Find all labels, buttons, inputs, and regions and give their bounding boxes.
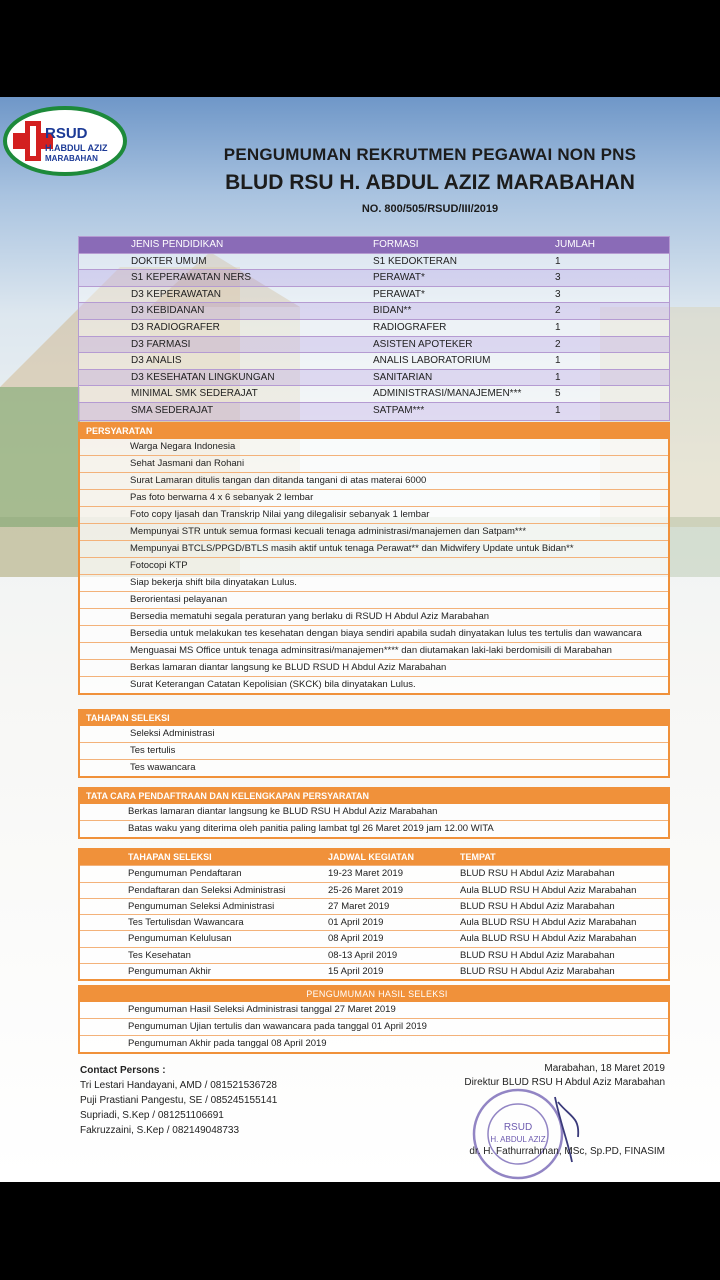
list-item: Warga Negara Indonesia: [130, 441, 236, 452]
table-row: [80, 882, 668, 898]
table-cell: 3: [555, 272, 561, 284]
list-item: Pengumuman Ujian tertulis dan wawancara pada tanggal 01 April 2019: [80, 1018, 668, 1035]
table-cell: S1 KEPERAWATAN NERS: [131, 272, 252, 284]
table-cell: RADIOGRAFER: [373, 321, 447, 333]
rsud-logo: [3, 106, 127, 176]
contact-item: Supriadi, S.Kep / 081251106691: [80, 1110, 224, 1121]
table-cell: BIDAN**: [373, 305, 412, 317]
table-cell: 15 April 2019: [328, 966, 384, 978]
table-cell: 25-26 Maret 2019: [328, 884, 403, 896]
header-cell: JUMLAH: [555, 239, 596, 250]
list-item: Berkas lamaran diantar langsung ke BLUD RSU H Abdul Aziz Marabahan: [128, 806, 438, 817]
table-cell: 2: [555, 338, 561, 350]
table-cell: 19-23 Maret 2019: [328, 868, 403, 880]
contact-persons: [80, 1063, 277, 1138]
table-cell: D3 ANALIS: [131, 355, 182, 367]
table-cell: BLUD RSU H Abdul Aziz Marabahan: [460, 949, 615, 961]
header-cell: JADWAL KEGIATAN: [328, 852, 415, 862]
tata-cara-section: [78, 787, 670, 839]
table-row: [80, 947, 668, 963]
table-header-row: [79, 237, 669, 254]
svg-text:MARABAHAN: MARABAHAN: [45, 154, 98, 163]
table-cell: SANITARIAN: [373, 371, 433, 383]
table-cell: BLUD RSU H Abdul Aziz Marabahan: [460, 900, 615, 912]
institution-title: BLUD RSU H. ABDUL AZIZ MARABAHAN: [225, 171, 635, 194]
jadwal-table: [78, 848, 670, 981]
table-cell: BLUD RSU H Abdul Aziz Marabahan: [460, 966, 615, 978]
table-cell: 1: [555, 321, 561, 333]
table-cell: Pendaftaran dan Seleksi Administrasi: [128, 884, 286, 896]
list-item: Mempunyai BTCLS/PPGD/BTLS masih aktif untuk tenaga Perawat** dan Midwifery Update untuk Bidan**: [80, 540, 668, 557]
signature-position: Direktur BLUD RSU H Abdul Aziz Marabahan: [464, 1077, 665, 1088]
table-row: [79, 320, 669, 337]
table-cell: DOKTER UMUM: [131, 255, 207, 267]
table-cell: MINIMAL SMK SEDERAJAT: [131, 388, 258, 400]
section-title: PERSYARATAN: [80, 424, 668, 439]
persyaratan-section: [78, 422, 670, 695]
table-row: [79, 287, 669, 304]
table-cell: D3 RADIOGRAFER: [131, 321, 220, 333]
table-row: [80, 898, 668, 914]
signature-name: dr. H. Fathurrahman, MSc, Sp.PD, FINASIM: [469, 1146, 665, 1157]
list-item: Batas waku yang diterima oleh panitia paling lambat tgl 26 Maret 2019 jam 12.00 WITA: [80, 820, 668, 837]
table-cell: Tes Kesehatan: [128, 949, 191, 961]
table-cell: Pengumuman Pendaftaran: [128, 868, 242, 880]
list-item: Seleksi Administrasi: [130, 728, 215, 739]
table-cell: 5: [555, 388, 561, 400]
table-cell: 08-13 April 2019: [328, 949, 398, 961]
header-cell: JENIS PENDIDIKAN: [131, 239, 224, 250]
signature-place-date: Marabahan, 18 Maret 2019: [544, 1063, 665, 1074]
hasil-seleksi-section: [78, 985, 670, 1054]
table-row: [79, 303, 669, 320]
contact-item: Fakruzzaini, S.Kep / 082149048733: [80, 1125, 239, 1136]
table-cell: D3 KEPERAWATAN: [131, 288, 222, 300]
list-item: Pengumuman Akhir pada tanggal 08 April 2019: [80, 1035, 668, 1052]
table-row: [80, 865, 668, 881]
list-item: Siap bekerja shift bila dinyatakan Lulus.: [80, 574, 668, 591]
table-cell: BLUD RSU H Abdul Aziz Marabahan: [460, 868, 615, 880]
official-stamp: [460, 1082, 588, 1182]
table-row: [80, 914, 668, 930]
list-item: Foto copy Ijasah dan Transkrip Nilai yang dilegalisir sebanyak 1 lembar: [80, 506, 668, 523]
contact-item: Puji Prastiani Pangestu, SE / 085245155141: [80, 1095, 278, 1106]
svg-text:H. ABDUL AZIZ: H. ABDUL AZIZ: [490, 1135, 546, 1144]
list-item: Surat Keterangan Catatan Kepolisian (SKCK) bila dinyatakan Lulus.: [80, 676, 668, 693]
table-cell: Pengumuman Seleksi Administrasi: [128, 900, 275, 912]
list-item: Pengumuman Hasil Seleksi Administrasi tanggal 27 Maret 2019: [128, 1004, 396, 1015]
document-number: NO. 800/505/RSUD/III/2019: [361, 203, 499, 215]
list-item: Fotocopi KTP: [80, 557, 668, 574]
table-cell: 08 April 2019: [328, 933, 384, 945]
table-cell: ASISTEN APOTEKER: [373, 338, 473, 350]
list-item: Tes wawancara: [80, 759, 668, 776]
svg-text:H.ABDUL AZIZ: H.ABDUL AZIZ: [45, 143, 108, 153]
table-cell: D3 KEBIDANAN: [131, 305, 205, 317]
list-item: Tes tertulis: [80, 742, 668, 759]
table-cell: S1 KEDOKTERAN: [373, 255, 457, 267]
table-cell: 2: [555, 305, 561, 317]
table-row: [80, 963, 668, 979]
section-title: PENGUMUMAN HASIL SELEKSI: [80, 987, 668, 1002]
list-item: Sehat Jasmani dan Rohani: [80, 455, 668, 472]
list-item: Surat Lamaran ditulis tangan dan ditanda tangani di atas materai 6000: [80, 472, 668, 489]
table-row: [79, 370, 669, 387]
table-cell: SMA SEDERAJAT: [131, 404, 214, 416]
table-cell: 27 Maret 2019: [328, 900, 390, 912]
list-item: Pas foto berwarna 4 x 6 sebanyak 2 lembar: [80, 489, 668, 506]
table-row: [79, 386, 669, 403]
table-cell: SATPAM***: [373, 404, 425, 416]
header-cell: TEMPAT: [460, 852, 496, 862]
section-title: TATA CARA PENDAFTRAAN DAN KELENGKAPAN PERSYARATAN: [80, 789, 668, 804]
table-cell: 01 April 2019: [328, 917, 384, 929]
table-cell: PERAWAT*: [373, 288, 425, 300]
table-row: [79, 403, 669, 420]
table-cell: D3 FARMASI: [131, 338, 191, 350]
section-title: TAHAPAN SELEKSI: [80, 711, 668, 726]
table-row: [80, 930, 668, 946]
table-cell: 1: [555, 255, 561, 267]
header-cell: FORMASI: [373, 239, 419, 250]
svg-text:RSUD: RSUD: [45, 125, 88, 142]
announcement-title: PENGUMUMAN REKRUTMEN PEGAWAI NON PNS: [223, 145, 637, 164]
table-cell: Aula BLUD RSU H Abdul Aziz Marabahan: [460, 884, 637, 896]
table-row: [79, 270, 669, 287]
table-header-row: [80, 850, 668, 865]
table-cell: Aula BLUD RSU H Abdul Aziz Marabahan: [460, 933, 637, 945]
svg-text:RSUD: RSUD: [503, 1122, 533, 1133]
table-cell: ANALIS LABORATORIUM: [373, 355, 491, 367]
tahapan-seleksi-section: [78, 709, 670, 778]
list-item: Bersedia untuk melakukan tes kesehatan dengan biaya sendiri apabila sudah dinyatakan lulus tes tertulis dan wawancara: [80, 625, 668, 642]
list-item: Berorientasi pelayanan: [80, 591, 668, 608]
table-cell: Pengumuman Akhir: [128, 966, 211, 978]
table-row: [79, 254, 669, 271]
table-cell: Aula BLUD RSU H Abdul Aziz Marabahan: [460, 917, 637, 929]
announcement-document: [0, 97, 720, 1182]
table-cell: PERAWAT*: [373, 272, 425, 284]
contact-item: Tri Lestari Handayani, AMD / 081521536728: [80, 1080, 277, 1091]
list-item: Mempunyai STR untuk semua formasi kecuali tenaga administrasi/manajemen dan Satpam***: [80, 523, 668, 540]
list-item: Menguasai MS Office untuk tenaga adminsitrasi/manajemen**** dan diutamakan laki-laki berdomisili di Marabahan: [80, 642, 668, 659]
list-item: Bersedia mematuhi segala peraturan yang berlaku di RSUD H Abdul Aziz Marabahan: [80, 608, 668, 625]
list-item: Berkas lamaran diantar langsung ke BLUD RSUD H Abdul Aziz Marabahan: [80, 659, 668, 676]
table-cell: Pengumuman Kelulusan: [128, 933, 232, 945]
table-cell: 1: [555, 371, 561, 383]
table-cell: 1: [555, 355, 561, 367]
formasi-table: [78, 236, 670, 421]
header-cell: TAHAPAN SELEKSI: [128, 852, 212, 862]
table-cell: ADMINISTRASI/MANAJEMEN***: [373, 388, 522, 400]
table-cell: Tes Tertulisdan Wawancara: [128, 917, 244, 929]
table-row: [79, 337, 669, 354]
table-row: [79, 353, 669, 370]
table-cell: 1: [555, 404, 561, 416]
table-cell: D3 KESEHATAN LINGKUNGAN: [131, 371, 275, 383]
contact-title: Contact Persons :: [80, 1065, 166, 1076]
table-cell: 3: [555, 288, 561, 300]
